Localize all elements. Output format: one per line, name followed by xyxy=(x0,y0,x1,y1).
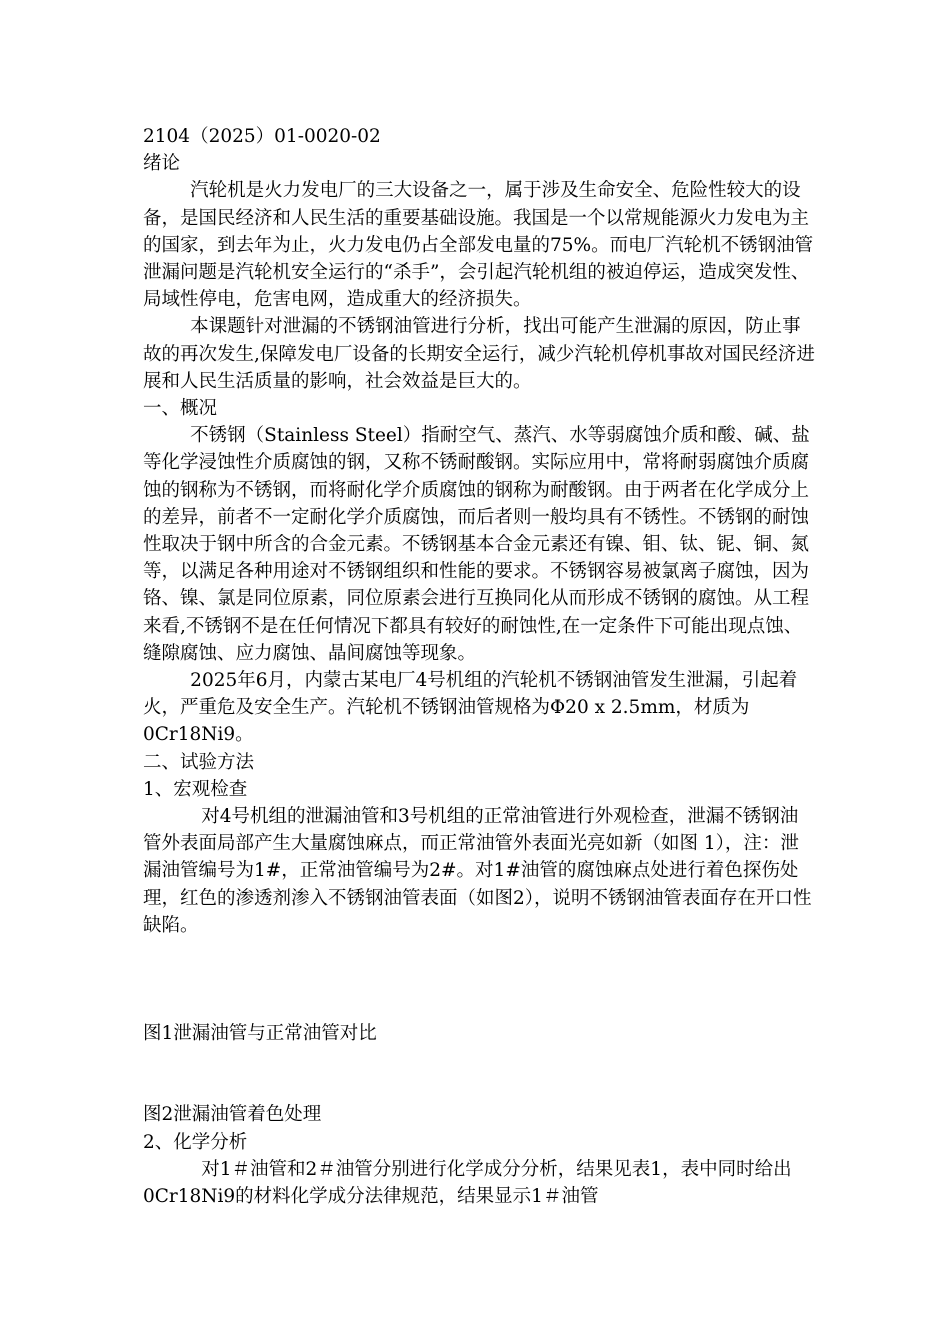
figure-1-caption: 图1泄漏油管与正常油管对比 xyxy=(143,1023,377,1045)
section-1-paragraph-2: 2025年6月，内蒙古某电厂4号机组的汽轮机不锈钢油管发生泄漏，引起着火，严重危及安全生产。汽轮机不锈钢油管规格为Φ20 x 2.5mm，材质为0Cr18Ni9。 xyxy=(143,670,798,746)
intro-paragraph-1: 汽轮机是火力发电厂的三大设备之一，属于涉及生命安全、危险性较大的设备，是国民经济和人民生活的重要基础设施。我国是一个以常规能源火力发电为主的国家，到去年为止，火力发电仍占全部发电量的75%。而电厂汽轮机不锈钢油管泄漏问题是汽轮机安全运行的“杀手”，会引起汽轮机组的被迫停运，造成突发性、局域性停电，危害电网，造成重大的经济损失。 xyxy=(143,180,814,311)
subsection-2-heading: 2、化学分析 xyxy=(143,1131,248,1153)
section-1-heading: 一、概况 xyxy=(143,398,218,420)
section-1-paragraph-1: 不锈钢（Stainless Steel）指耐空气、蒸汽、水等弱腐蚀介质和酸、碱、盐等化学浸蚀性介质腐蚀的钢，又称不锈耐酸钢。实际应用中，常将耐弱腐蚀介质腐蚀的钢称为不锈钢，而将耐化学介质腐蚀的钢称为耐酸钢。由于两者在化学成分上的差异，前者不一定耐化学介质腐蚀，而后者则一般均具有不锈性。不锈钢的耐蚀性取决于钢中所含的合金元素。不锈钢基本合金元素还有镍、钼、钛、铌、铜、氮等，以满足各种用途对不锈钢组织和性能的要求。不锈钢容易被氯离子腐蚀，因为铬、镍、氯是同位原素，同位原素会进行互换同化从而形成不锈钢的腐蚀。从工程来看,不锈钢不是在任何情况下都具有较好的耐蚀性,在一定条件下可能出现点蚀、缝隙腐蚀、应力腐蚀、晶间腐蚀等现象。 xyxy=(143,425,810,664)
intro-heading: 绪论 xyxy=(143,153,181,175)
document-code-line: 2104（2025）01-0020-02 xyxy=(143,126,381,147)
subsection-2-paragraph: 对1＃油管和2＃油管分别进行化学成分分析，结果见表1，表中同时给出0Cr18Ni9的材料化学成分法律规范，结果显示1＃油管 xyxy=(143,1158,792,1207)
section-2-heading: 二、试验方法 xyxy=(143,751,255,773)
document-body xyxy=(143,123,815,1210)
figure-2-area xyxy=(143,1047,815,1101)
figure-1-area xyxy=(143,939,815,1020)
subsection-1-heading: 1、宏观检查 xyxy=(143,778,248,800)
figure-2-caption: 图2泄漏油管着色处理 xyxy=(143,1104,322,1126)
intro-paragraph-2: 本课题针对泄漏的不锈钢油管进行分析，找出可能产生泄漏的原因，防止事故的再次发生,保障发电厂设备的长期安全运行，减少汽轮机停机事故对国民经济进展和人民生活质量的影响，社会效益是巨大的。 xyxy=(143,316,815,392)
subsection-1-paragraph: 对4号机组的泄漏油管和3号机组的正常油管进行外观检查，泄漏不锈钢油管外表面局部产生大量腐蚀麻点，而正常油管外表面光亮如新（如图 1），注：泄漏油管编号为1#，正常油管编号为2#。对1#油管的腐蚀麻点处进行着色探伤处理，红色的渗透剂渗入不锈钢油管表面（如图2），说明不锈钢油管表面存在开口性缺陷。 xyxy=(143,806,812,936)
